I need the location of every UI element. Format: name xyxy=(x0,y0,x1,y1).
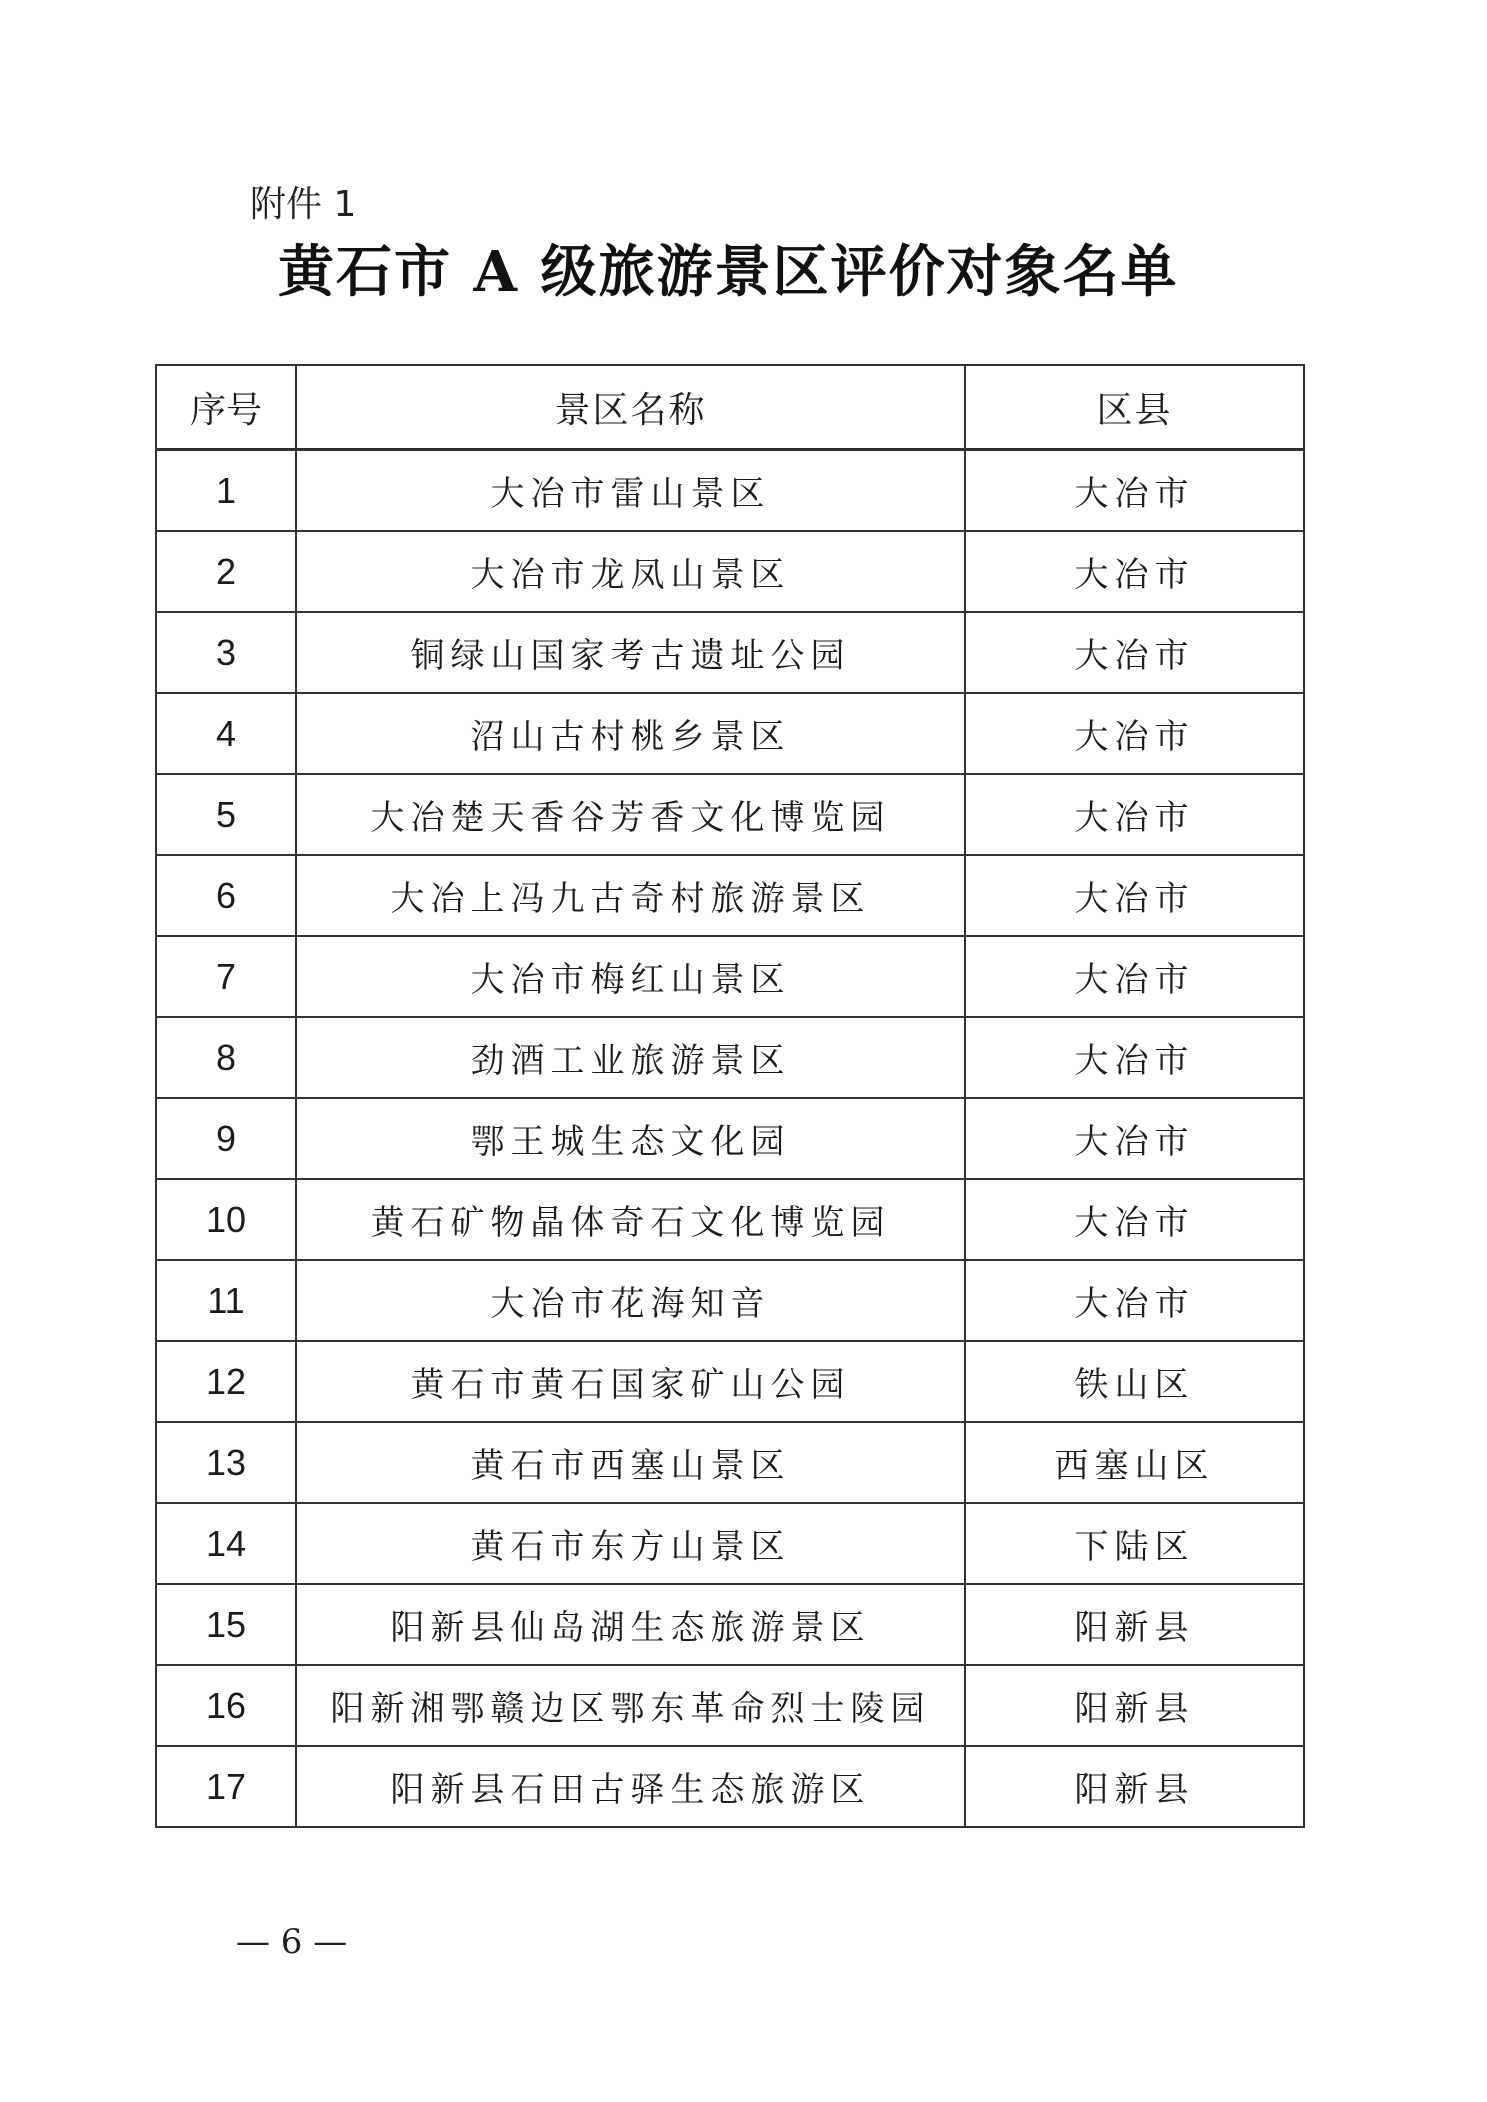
table-header-row xyxy=(156,365,1304,450)
row-scenic-name: 大冶市龙凤山景区 xyxy=(296,531,965,612)
row-district: 大冶市 xyxy=(965,1260,1304,1341)
table-row xyxy=(156,1665,1304,1746)
row-district: 大冶市 xyxy=(965,693,1304,774)
table-row xyxy=(156,1179,1304,1260)
row-scenic-name: 大冶市花海知音 xyxy=(296,1260,965,1341)
row-district: 大冶市 xyxy=(965,612,1304,693)
row-number: 11 xyxy=(156,1260,296,1341)
row-district: 铁山区 xyxy=(965,1341,1304,1422)
row-number: 16 xyxy=(156,1665,296,1746)
row-number: 12 xyxy=(156,1341,296,1422)
table-row xyxy=(156,1260,1304,1341)
table-row xyxy=(156,612,1304,693)
row-scenic-name: 黄石市黄石国家矿山公园 xyxy=(296,1341,965,1422)
row-number: 6 xyxy=(156,855,296,936)
row-number: 15 xyxy=(156,1584,296,1665)
table-row xyxy=(156,531,1304,612)
scenic-area-table xyxy=(155,364,1305,1828)
row-number: 3 xyxy=(156,612,296,693)
row-scenic-name: 阳新湘鄂赣边区鄂东革命烈士陵园 xyxy=(296,1665,965,1746)
row-number: 14 xyxy=(156,1503,296,1584)
row-scenic-name: 黄石矿物晶体奇石文化博览园 xyxy=(296,1179,965,1260)
row-district: 阳新县 xyxy=(965,1665,1304,1746)
table-row xyxy=(156,774,1304,855)
row-number: 9 xyxy=(156,1098,296,1179)
row-district: 西塞山区 xyxy=(965,1422,1304,1503)
attachment-label: 附件 1 xyxy=(250,184,357,225)
row-scenic-name: 黄石市东方山景区 xyxy=(296,1503,965,1584)
row-number: 10 xyxy=(156,1179,296,1260)
row-scenic-name: 沼山古村桃乡景区 xyxy=(296,693,965,774)
row-district: 阳新县 xyxy=(965,1584,1304,1665)
row-scenic-name: 大冶市梅红山景区 xyxy=(296,936,965,1017)
table-row xyxy=(156,1746,1304,1827)
row-district: 大冶市 xyxy=(965,1179,1304,1260)
table-row xyxy=(156,1017,1304,1098)
row-scenic-name: 阳新县仙岛湖生态旅游景区 xyxy=(296,1584,965,1665)
table-body xyxy=(156,450,1304,1828)
row-district: 阳新县 xyxy=(965,1746,1304,1827)
row-scenic-name: 铜绿山国家考古遗址公园 xyxy=(296,612,965,693)
header-name: 景区名称 xyxy=(296,365,965,450)
document-title: 黄石市 A 级旅游景区评价对象名单 xyxy=(278,239,1179,305)
row-number: 13 xyxy=(156,1422,296,1503)
row-scenic-name: 劲酒工业旅游景区 xyxy=(296,1017,965,1098)
table-row xyxy=(156,450,1304,532)
header-number: 序号 xyxy=(156,365,296,450)
row-number: 1 xyxy=(156,450,296,532)
row-scenic-name: 大冶上冯九古奇村旅游景区 xyxy=(296,855,965,936)
row-scenic-name: 黄石市西塞山景区 xyxy=(296,1422,965,1503)
row-district: 大冶市 xyxy=(965,936,1304,1017)
table-row xyxy=(156,1584,1304,1665)
header-district: 区县 xyxy=(965,365,1304,450)
table-row xyxy=(156,1422,1304,1503)
row-scenic-name: 大冶楚天香谷芳香文化博览园 xyxy=(296,774,965,855)
row-number: 4 xyxy=(156,693,296,774)
row-scenic-name: 大冶市雷山景区 xyxy=(296,450,965,532)
row-district: 大冶市 xyxy=(965,1017,1304,1098)
row-scenic-name: 鄂王城生态文化园 xyxy=(296,1098,965,1179)
page-number: — 6 — xyxy=(236,1922,348,1962)
table-row xyxy=(156,1341,1304,1422)
row-district: 大冶市 xyxy=(965,450,1304,532)
row-district: 下陆区 xyxy=(965,1503,1304,1584)
row-number: 5 xyxy=(156,774,296,855)
row-number: 17 xyxy=(156,1746,296,1827)
row-scenic-name: 阳新县石田古驿生态旅游区 xyxy=(296,1746,965,1827)
row-number: 8 xyxy=(156,1017,296,1098)
row-district: 大冶市 xyxy=(965,855,1304,936)
table-row xyxy=(156,936,1304,1017)
row-number: 7 xyxy=(156,936,296,1017)
row-district: 大冶市 xyxy=(965,531,1304,612)
table-row xyxy=(156,1503,1304,1584)
row-district: 大冶市 xyxy=(965,774,1304,855)
table-row xyxy=(156,855,1304,936)
table-row xyxy=(156,693,1304,774)
table-row xyxy=(156,1098,1304,1179)
row-district: 大冶市 xyxy=(965,1098,1304,1179)
row-number: 2 xyxy=(156,531,296,612)
